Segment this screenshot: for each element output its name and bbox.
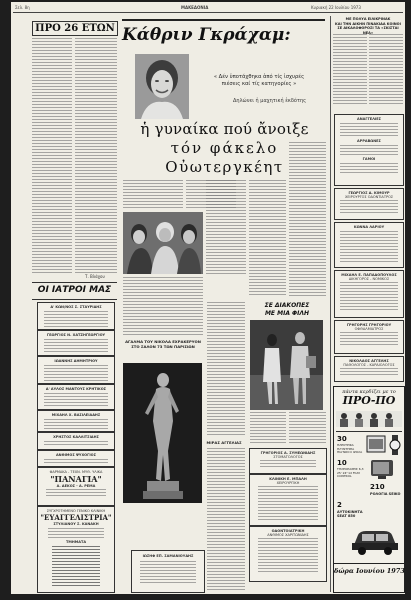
byline: ΜΙΡΑΣ ΑΓΓΕΛΙΑΣ [206, 440, 242, 445]
klinikh-sub: ΧΕΙΡΟΥΡΓΙΚΗ [276, 481, 300, 485]
page-number: Σελ. 8η [15, 5, 30, 10]
doctor-details-5 [44, 419, 108, 429]
car-icon [350, 523, 400, 555]
panagia-details [46, 489, 106, 497]
doctor-name-6: ΧΡΗΣΤΟΣ ΚΑΛΛΙΤΣΙΔΗΣ [53, 435, 99, 439]
doctor-name-2: ΓΕΩΡΓΙΟΣ Ν. ΧΑΤΖΗΓΕΩΡΓΙΟΥ [46, 333, 106, 337]
box-kimour [334, 188, 404, 220]
left-section-title: ΠΡΟ 26 ΕΤΩΝ [32, 21, 118, 36]
statue-caption-2: ΣΤΟ ΣΑΛΟΝ 73 ΤΩΝ ΠΑΡΙΣΙΩΝ [131, 344, 195, 349]
box3-title: ΓΑΜΟΙ [362, 157, 376, 161]
left-text-col1 [32, 38, 72, 273]
holiday-heading [247, 302, 327, 318]
samanioudis-name: ΙΩΣΗΦ ΕΠ. ΣΑΜΑΝΙΟΥΔΗΣ [142, 554, 194, 558]
box1-body [340, 123, 398, 137]
article-text-h [250, 412, 286, 444]
doctor-details-1 [44, 311, 108, 327]
box-grigoriou [334, 320, 404, 354]
doctors-rule [32, 299, 117, 300]
panagia-name: "ΠΑΝΑΓΙΑ" [50, 474, 102, 484]
box3-body [340, 163, 398, 175]
doctor-card-2 [37, 330, 115, 356]
doctor-details-7 [44, 459, 108, 464]
doctor-name-3: ΙΩΑΝΝΗΣ ΔΗΜΗΤΡΙΟΥ [54, 359, 98, 363]
box-announcements [334, 114, 404, 186]
box2-title: ΑΡΡΑΒΩΝΕΣ [357, 139, 381, 143]
box-papadopoulos [334, 270, 404, 318]
doctors-heading: ΟΙ ΙΑΤΡΟΙ ΜΑΣ [37, 285, 112, 295]
prize3-count: 210 [370, 483, 385, 491]
propo-rule [336, 431, 402, 432]
ad-dental [249, 526, 327, 582]
clinic-small: ΣΥΓΧΡΟΤΗΜΕΝΟ ΓΕΝΙΚΟ ΚΛΙΝΙΚΗ [46, 509, 106, 513]
box-lariou [334, 222, 404, 268]
doctor-details-2 [44, 339, 108, 353]
big-headline-3: Οὐωτεργκέητ [165, 158, 284, 176]
quote-line-1: « Δέν ὑποτάχθηκα ἀπό τίς ἰσχυρές [213, 74, 305, 80]
tv-icon [370, 459, 394, 479]
box7-sub: ΟΦΘΑΛΜΙΑΤΡΟΣ [354, 327, 384, 331]
right-text-b [369, 34, 403, 104]
prize4-text: ΑΥΤΟΚΙΝΗΤΑ SEAT 850 [337, 510, 363, 518]
box4-sub: ΧΕΙΡΟΥΡΓΟΣ ΟΔΟΝΤΙΑΤΡΟΣ [344, 195, 394, 199]
symeonidis-details [260, 460, 316, 469]
doctor-details-6 [44, 441, 108, 447]
ad-clinic [37, 506, 115, 593]
clinic-address [48, 528, 104, 538]
box8-body [340, 368, 398, 375]
column-rule-right [330, 16, 331, 592]
notice-line-3: ΣΕ ΑΙΚΑΛΟΦΟΡΟΣΙ ΤΑ «ΣΚΙΣΤΑΙ ΝΕΑ» [337, 26, 399, 35]
newspaper-name: ΜΑΚΕΔΟΝΙΑ [181, 5, 209, 10]
box8-title: ΝΙΚΟΛΑΟΣ ΑΓΓΕΛΗΣ [349, 359, 389, 363]
right-text-a [333, 34, 367, 104]
propo-footer: δώρα Ιουνίου 1973 [334, 567, 405, 575]
statue-photo [123, 363, 202, 503]
doctor-name-5: ΜΙΧΑΗΛ Χ. ΒΑΣΙΛΕΙΑΔΗΣ [51, 413, 101, 417]
prize2-count: 10 [337, 459, 347, 467]
propo-footer-rule [334, 563, 404, 564]
box5-title: ΚΩΝΝΑ ΛΑΡΙΟΥ [353, 225, 385, 229]
doctor-name-4: Δ' ΑΥΛΟΣ ΜΑΝΤΟΥΣ ΚΡΗΤΙΚΟΣ [45, 387, 107, 391]
newspaper-page [11, 2, 405, 594]
box1-title: ΑΝΑΓΓΕΛΙΕΣ [357, 117, 381, 121]
statue-caption [123, 339, 203, 349]
article-text-f [123, 277, 203, 337]
prize1-count: 30 [337, 435, 347, 443]
header-rule [13, 12, 403, 13]
clinic-name: "ΕΥΑΓΓΕΛΙΣΤΡΙΑ" [40, 513, 112, 522]
doctor-card-7 [37, 450, 115, 467]
article-text-c [206, 180, 246, 275]
ad-panagia [37, 467, 115, 506]
right-top-notice [333, 17, 403, 35]
quote-attribution: Δηλώνει ἡ μαχητική ἐκδότης [233, 98, 307, 104]
statue-caption-1: ΑΓΑΛΜΑ ΤΟΥ ΝΙΚΟΛΑ ΕΧΡΑΚΕΡΥΟΝ [125, 339, 201, 344]
klinikh-title: ΚΛΙΝΙΚΗ Ε. ΜΠΑΛΗ [269, 477, 307, 481]
quote-block [194, 74, 324, 88]
clinic-dept-list [52, 546, 100, 586]
klinikh-details [258, 486, 318, 520]
group-photo [123, 212, 203, 274]
article-text-j [207, 448, 245, 548]
holiday-line-1: ΣΕ ΔΙΑΚΟΠΕΣ [264, 302, 310, 309]
box6-title: ΜΙΧΑΗΛ Ε. ΠΑΠΑΔΟΠΟΥΛΟΣ [341, 273, 397, 277]
ad-propo [333, 386, 405, 593]
doctor-card-1 [37, 302, 115, 330]
headline-rule-top [122, 19, 325, 21]
propo-logo: ΠΡΟ-ΠΟ [342, 394, 396, 407]
doctor-details-4 [44, 393, 108, 407]
doctor-card-5 [37, 410, 115, 432]
headline-name: Κάθριν Γκράχαμ: [122, 25, 291, 45]
article-text-e [289, 142, 326, 297]
propo-photo-strip [336, 411, 402, 427]
ad-klinikh [249, 474, 327, 526]
left-signature: Τ. Βλάχου [85, 274, 105, 279]
samanioudis-details [140, 561, 196, 585]
box6-body [340, 282, 398, 310]
portrait-photo [135, 54, 189, 119]
article-text-d [249, 180, 286, 295]
prize3-text: ΡΟΛΟΓΙΑ SEIKO [370, 492, 401, 496]
article-text-g [207, 302, 245, 437]
prize4-count: 2 [337, 501, 342, 509]
box6-sub: ΔΙΚΗΓΟΡΟΣ - ΝΟΜΙΚΟΣ [348, 277, 390, 281]
dishwasher-icon [366, 435, 386, 453]
holiday-line-2: ΜΕ ΜΙΑ ΦΙΛΗ [264, 310, 310, 317]
symeonidis-sub: ΣΤΟΜΑΤΟΛΟΓΟΣ [273, 455, 303, 459]
prize1-text: ΗΛΕΚΤΡΙΚΑ ΠΛΥΝΤΗΡΙΑ ΠΙΑΤΩΝ Ο ΙΖΟΛΑ [337, 443, 363, 455]
doctor-card-6 [37, 432, 115, 450]
doctor-name-7: ΑΝΘΙΜΟΣ ΨΥΧΟΓΙΟΣ [55, 453, 97, 457]
big-headline-1: ἡ γυναίκα πού ἄνοιξε [140, 120, 309, 138]
clinic-dept: ΤΜΗΜΑΤΑ [65, 540, 87, 544]
dental-name: ΑΝΘΙΜΟΣ ΧΑΡΙΤΩΝΙΔΗΣ [267, 533, 309, 537]
left-rule [32, 282, 117, 283]
box7-body [340, 332, 398, 346]
holiday-photo [250, 320, 323, 410]
box5-body [340, 231, 398, 263]
big-headline-2: τόν φάκελο [170, 139, 279, 157]
box7-title: ΓΡΗΓΟΡΗΣ ΓΡΗΓΟΡΙΟΥ [346, 323, 392, 327]
notice-line-2: ΚΑΙ ΤΗΝ ΔΙΚΗΝ ΠΙΝΑΚΙΔΑ ΚΟΙΝΟΙ [335, 21, 401, 26]
dental-details [258, 538, 318, 574]
prize2-text: ΤΗΛΕΟΡΑΣΕΙΣ 6,3 25' 24''1d FILM CONTROL [337, 467, 364, 479]
date-line: Κυριακή 22 Ιουλίου 1973 [311, 5, 361, 10]
doctor-card-4 [37, 384, 115, 410]
panagia-small: ΦΑΡΜΑΚΑ - ΤΕΧΝ. ΜΥΘ. ΥΛΙΚΑ [49, 470, 103, 474]
clinic-sub: ΣΤΥΛΙΑΝΟΥ Σ. ΚΑΝΑΚΗ [53, 522, 99, 526]
article-text-i [289, 412, 326, 444]
article-text-k [207, 550, 245, 590]
doctor-details-3 [44, 365, 108, 381]
watch-icon [388, 435, 402, 455]
box2-body [340, 145, 398, 155]
quote-line-2: πιέσεις καί τίς κατηγορίες » [221, 81, 297, 87]
panagia-owner: Α. ΔΕΚΟΣ - Α. ΡΕΜΑ [56, 484, 96, 488]
box-aggelis [334, 356, 404, 382]
dental-title: ΟΔΟΝΤΟΙΑΤΡΙΚΗ [271, 529, 305, 533]
doctor-card-3 [37, 356, 115, 384]
left-text-col2 [75, 38, 117, 273]
article-text-a [123, 180, 183, 210]
ad-symeonidis [249, 448, 327, 474]
propo-small: πάντα κερδίζει με το [342, 389, 396, 395]
box8-sub: ΠΑΘΟΛΟΓΟΣ - ΚΑΡΔΙΟΛΟΓΟΣ [343, 363, 395, 367]
notice-line-1: ΜΕ ΠΟΛΥΑ ΕΙΛΙΚΡΙΝΑΚ [345, 17, 391, 21]
ad-samanioudis [131, 550, 205, 593]
doctor-name-1: Δ' ΚΩΝ/ΝΟΣ Σ. ΣΤΑΥΡΙΔΗΣ [50, 305, 102, 309]
box4-title: ΓΕΩΡΓΙΟΣ Δ. ΚΙΜΟΥΡ [348, 191, 390, 195]
symeonidis-title: ΓΡΗΓΟΡΙΟΣ Α. ΣΥΜΕΩΝΙΔΗΣ [260, 451, 316, 455]
box4-body [340, 200, 398, 214]
